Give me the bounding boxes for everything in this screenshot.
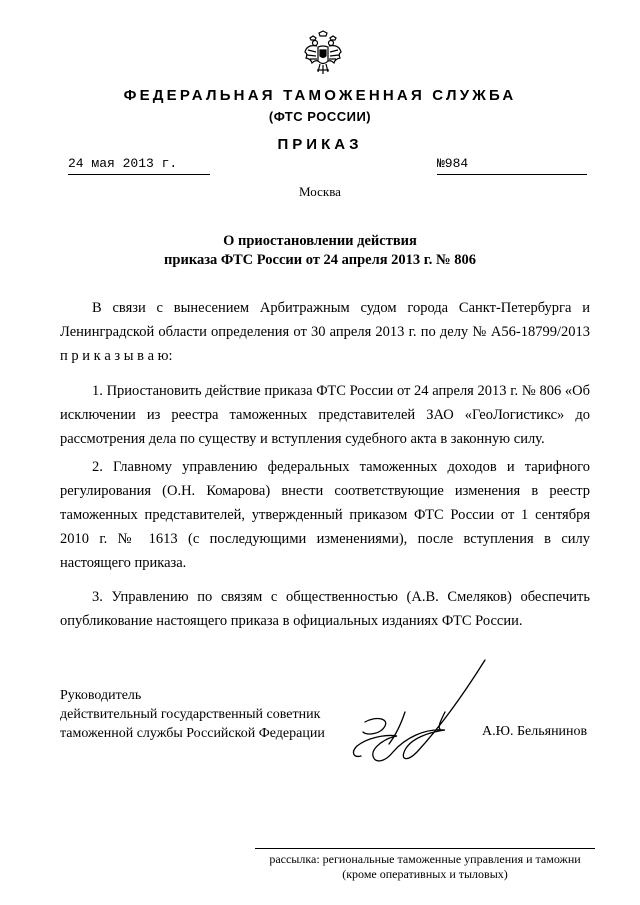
order-item-2 [60, 455, 590, 575]
distribution-line-2: (кроме оперативных и тыловых) [342, 867, 508, 881]
distribution-line-1: рассылка: региональные таможенные управления и таможни [269, 852, 581, 866]
order-item-3 [60, 585, 590, 633]
signer-title-line-1: Руководитель [60, 688, 142, 703]
distribution-list [255, 852, 595, 882]
document-type-title: ПРИКАЗ [277, 136, 363, 153]
order-item-text: 3. Управлению по связям с общественностью (А.В. Смеляков) обеспечить опубликование настоящего приказа в официальных изданиях ФТС России. [60, 589, 590, 629]
signer-title-block [60, 686, 325, 743]
signer-title-line-3: таможенной службы Российской Федерации [60, 726, 325, 741]
distribution-divider [255, 848, 595, 849]
agency-abbreviation: (ФТС РОССИИ) [268, 109, 372, 124]
preamble-paragraph [60, 296, 590, 368]
issue-city: Москва [299, 184, 341, 199]
subject-line-2: приказа ФТС России от 24 апреля 2013 г. № 806 [164, 252, 476, 268]
order-item-text: 2. Главному управлению федеральных таможенных доходов и тарифного регулирования (О.Н. Комарова) внести соответствующие изменения в реестр таможенных представителей, утвержденный приказом ФТС России от 1 сентября 2010 г. № 1613 (с последующими изменениями), после вступления в силу настоящего приказа. [60, 459, 590, 571]
signer-name: А.Ю. Бельянинов [482, 724, 588, 739]
handwritten-signature [345, 652, 495, 777]
order-date: 24 мая 2013 г. [68, 156, 210, 175]
preamble-text: В связи с вынесением Арбитражным судом города Санкт-Петербурга и Ленинградской области определения от 30 апреля 2013 г. по делу № А56-18799/2013 п р и к а з ы в а ю: [60, 300, 590, 364]
order-subject [0, 232, 640, 270]
agency-name: ФЕДЕРАЛЬНАЯ ТАМОЖЕННАЯ СЛУЖБА [123, 87, 517, 104]
order-number: №984 [437, 156, 587, 175]
subject-line-1: О приостановлении действия [223, 233, 417, 249]
signer-title-line-2: действительный государственный советник [60, 707, 321, 722]
order-item-1 [60, 379, 590, 451]
double-headed-eagle-emblem [303, 30, 343, 76]
order-item-text: 1. Приостановить действие приказа ФТС России от 24 апреля 2013 г. № 806 «Об исключении из реестра таможенных представителей ЗАО «ГеоЛогистикс» до рассмотрения дела по существу и вступления судебного акта в законную силу. [60, 383, 590, 447]
